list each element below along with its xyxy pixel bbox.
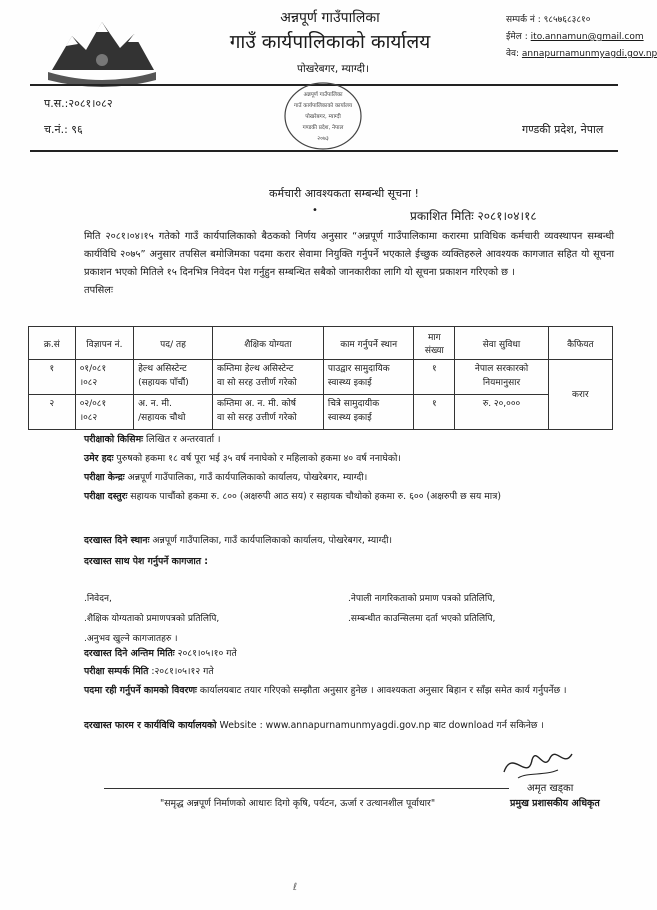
col-header-adv-no: विज्ञापन नं. — [75, 327, 133, 360]
vacancy-table — [28, 326, 613, 430]
col-header-post: पद/ तह — [134, 327, 213, 360]
patra-sankhya: प.स.:२०८१।०८२ — [44, 97, 113, 110]
cell-workplace: पाउद्वार सामुदायिक स्वास्थ्य इकाई — [323, 360, 414, 395]
col-header-count: माग संख्या — [414, 327, 455, 360]
cell-count: १ — [414, 360, 455, 395]
application-place: दरखास्त दिने स्थानः अन्नपूर्ण गाउँपालिका, गाउँ कार्यपालिकाको कार्यालय, पोखरेबगर, म्याग्दी। — [84, 535, 393, 546]
bullet-mark: • — [312, 205, 318, 216]
exam-center: परीक्षा केन्द्रः अन्नपूर्ण गाउँपालिका, गाउँ कार्यपालिकाको कार्यालय, पोखरेबगर, म्याग्दी। — [84, 472, 368, 483]
col-header-qualification: शैक्षिक योग्यता — [212, 327, 323, 360]
doc-item: .सम्बन्धीत काउन्सिलमा दर्ता भएको प्रतिलिपि, — [348, 614, 496, 624]
cell-facility: नेपाल सरकारको नियमानुसार — [455, 360, 548, 395]
doc-item: .अनुभव खुल्ने कागजातहरु । — [84, 634, 178, 644]
stamp-line-4: गण्डकी प्रदेश, नेपाल — [302, 125, 344, 131]
table-row — [29, 360, 613, 395]
signatory-name: अमृत खड्का — [527, 783, 574, 794]
last-date: दरखास्त दिने अन्तिम मितिः २०८१।०५।१० गते — [84, 648, 237, 659]
footer-slogan: "समृद्ध अन्नपूर्ण निर्माणको आधारः दिगो कृषि, पर्यटन, ऊर्जा र उत्थानशील पूर्वाधार" — [160, 798, 436, 809]
cell-facility: रु. २०,००० — [455, 395, 548, 430]
doc-item: .नेपाली नागरिकताको प्रमाण पत्रको प्रतिलिपि, — [348, 594, 496, 604]
contact-phone: सम्पर्क नं : ९८५७६८३८१० — [506, 15, 591, 25]
col-header-facility: सेवा सुविधा — [455, 327, 548, 360]
table-row — [29, 395, 613, 430]
cell-qualification: कम्तिमा हेल्थ असिस्टेन्ट वा सो सरह उत्तीर्ण गरेको — [212, 360, 323, 395]
nepal-emblem-logo — [42, 10, 162, 88]
cell-workplace: चित्रे सामुदायीक स्वास्थ्य इकाई — [323, 395, 414, 430]
stamp-line-1: अन्नपूर्ण गाउँपालिका — [303, 92, 343, 98]
exam-contact-date: परीक्षा सम्पर्क मिति :२०८१।०५।१२ गते — [84, 666, 214, 677]
municipality-name: अन्नपूर्ण गाउँपालिका — [280, 10, 380, 26]
chalani-number: च.नं.: ९६ — [44, 123, 83, 136]
office-stamp — [282, 80, 364, 152]
scan-mark: ℓ — [293, 882, 298, 893]
job-description: पदमा रही गर्नुपर्ने कामको विवरणः कार्यालयबाट तयार गरिएको सम्झौता अनुसार हुनेछ । आवश्यकता अनुसार बिहान र साँझ समेत कार्य गर्नुपर्नेछ । — [84, 685, 567, 696]
contact-email-row — [506, 29, 657, 46]
email-label: ईमेल : — [506, 32, 528, 42]
contact-web-row — [506, 46, 657, 63]
notice-title: कर्मचारी आवश्यकता सम्बन्धी सूचना ! — [269, 187, 419, 200]
col-header-remark: कैफियत — [548, 327, 612, 360]
cell-remark: करार — [548, 360, 612, 430]
office-address: पोखरेबगर, म्याग्दी। — [297, 63, 369, 75]
footer-line — [104, 788, 509, 789]
signatory-title: प्रमुख प्रशासकीय अधिकृत — [510, 798, 600, 809]
cell-sn: २ — [29, 395, 76, 430]
download-note: दरखास्त फारम र कार्यविधि कार्यालयको Website : www.annapurnamunmyagdi.gov.np बाट download गर्न सकिनेछ । — [84, 720, 544, 731]
contact-email-link[interactable]: ito.annamun@gmail.com — [530, 32, 644, 42]
contact-web-link[interactable]: annapurnamunmyagdi.gov.np — [521, 49, 657, 59]
stamp-line-3: पोखरेबगर, म्याग्दी — [305, 114, 341, 120]
notice-body — [84, 228, 614, 300]
cell-sn: १ — [29, 360, 76, 395]
stamp-line-5: २०७३ — [317, 136, 329, 142]
col-header-workplace: काम गर्नुपर्ने स्थान — [323, 327, 414, 360]
contact-block — [506, 12, 657, 63]
tapasil-label: तपसिलः — [84, 285, 113, 296]
exam-type: परीक्षाको किसिमः लिखित र अन्तरवार्ता । — [84, 434, 221, 445]
doc-item: .निवेदन, — [84, 594, 112, 604]
cell-qualification: कम्तिमा अ. न. मी. कोर्ष वा सो सरह उत्तीर्ण गरेको — [212, 395, 323, 430]
cell-post: हेल्थ असिस्टेन्ट (सहायक पाँचौं) — [134, 360, 213, 395]
web-label: वेव: — [506, 49, 520, 59]
col-header-sn: क्र.सं — [29, 327, 76, 360]
handwritten-signature — [498, 742, 578, 784]
cell-count: १ — [414, 395, 455, 430]
cell-adv-no: ०१/०८१ ।०८२ — [75, 360, 133, 395]
published-date: प्रकाशित मितिः २०८१।०४।१८ — [410, 209, 537, 223]
cell-post: अ. न. मी. /सहायक चौथो — [134, 395, 213, 430]
cell-adv-no: ०२/०८१ ।०८२ — [75, 395, 133, 430]
exam-fee: परीक्षा दस्तुरः सहायक पाचौंको हकमा रु. ८०० (अक्षरुपी आठ सय) र सहायक चौथोको हकमा रु. ६०० (अक्षरुपी छ सय मात्र) — [84, 491, 501, 502]
doc-item: .शैक्षिक योग्यताको प्रमाणपत्रको प्रतिलिपि, — [84, 614, 220, 624]
ref-divider — [30, 150, 618, 152]
required-documents-label: दरखास्त साथ पेश गर्नुपर्ने कागजात : — [84, 556, 209, 567]
notice-body-text: मिति २०८१।०४।१५ गतेको गाउँ कार्यपालिकाको बैठकको निर्णय अनुसार “अन्नपूर्ण गाउँपालिकामा करारमा प्राविधिक कर्मचारी व्यवस्थापन सम्बन्धी कार्यविधि २०७५” अनुसार तपसिल बमोजिमका पदमा करार सेवामा नियुक्ति गर्नुपर्ने भएकाले ईच्छुक व्यक्तिहरुले आवश्यक कागजात सहित यो सूचना प्रकाशन भएको मितिले १५ दिनभित्र निवेदन पेश गर्नुहुन सम्बन्धित सबैको जानकारीका लागि यो सूचना प्रकाशन गरिएको छ । — [84, 231, 614, 278]
stamp-line-2: गाउँ कार्यपालिकाको कार्यालय — [293, 103, 353, 109]
office-name: गाउँ कार्यपालिकाको कार्यालय — [229, 31, 431, 53]
province-name: गण्डकी प्रदेश, नेपाल — [522, 123, 604, 136]
table-header-row — [29, 327, 613, 360]
age-limit: उमेर हदः पुरुषको हकमा १८ वर्ष पूरा भई ३५ वर्ष ननाघेको र महिलाको हकमा ४० वर्ष ननाघेको। — [84, 453, 401, 464]
